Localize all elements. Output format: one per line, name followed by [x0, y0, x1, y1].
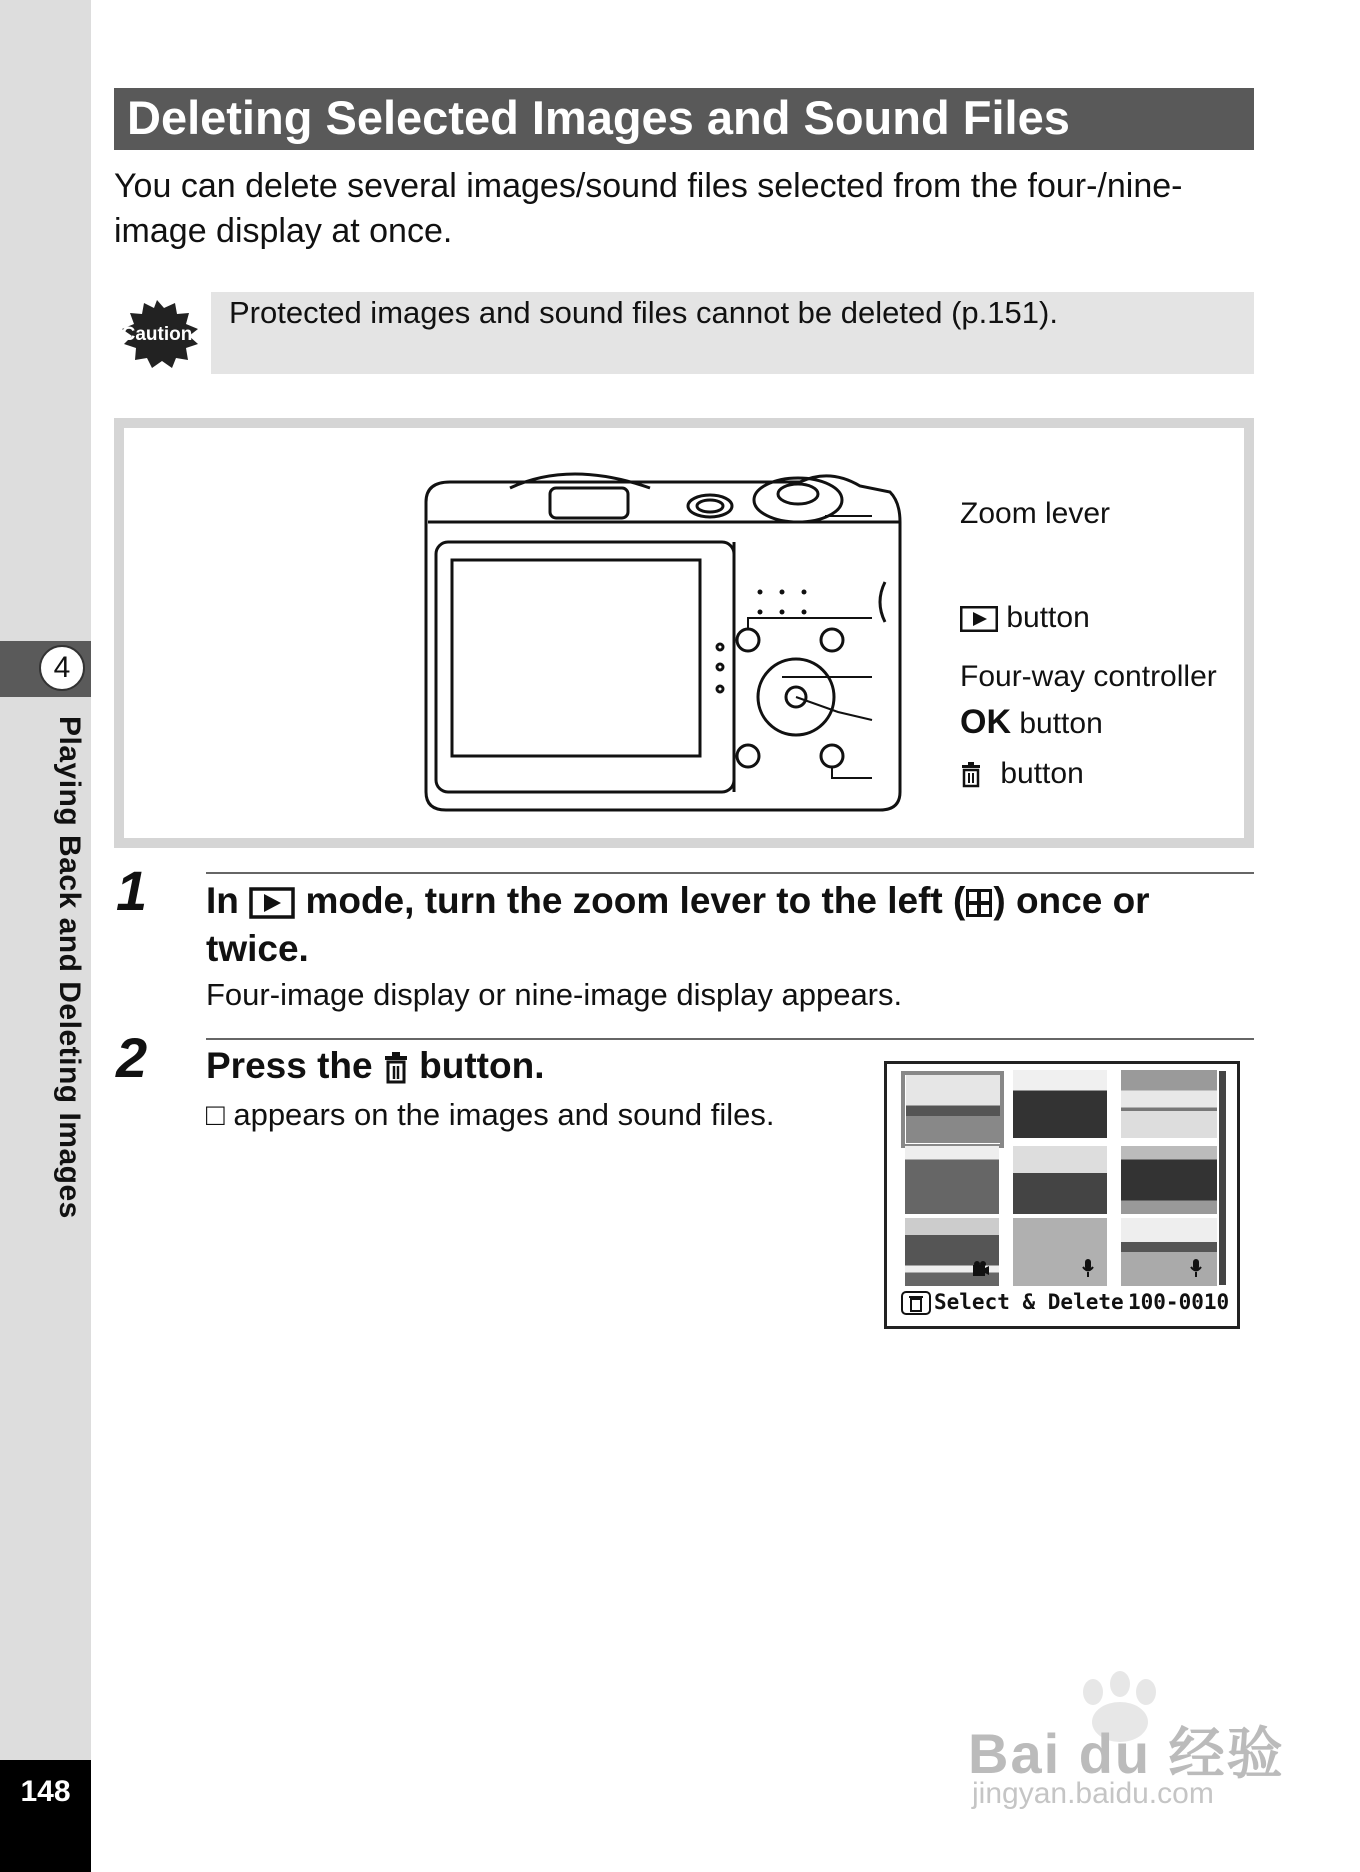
thumbnail: [1013, 1146, 1107, 1214]
zoom-lever-label: Zoom lever: [960, 497, 1111, 530]
trash-icon: [960, 762, 982, 788]
four-way-controller-label: Four-way controller: [960, 660, 1217, 693]
caution-text: Protected images and sound files cannot be deleted (p.151).: [229, 295, 1058, 330]
thumbnail: [1013, 1070, 1107, 1138]
ok-button-label: [960, 703, 1103, 742]
step-divider: [206, 872, 1254, 874]
trash-button-text: button: [1000, 757, 1084, 790]
step-number: 1: [116, 859, 148, 922]
watermark-brand: Bai du 经验: [968, 1722, 1285, 1785]
movie-icon: [972, 1260, 990, 1278]
playback-button-label: [960, 601, 1090, 635]
chapter-title: Playing Back and Deleting Images: [53, 716, 86, 1219]
step-1-heading-pre: In: [206, 880, 239, 921]
caution-icon: [114, 298, 200, 368]
thumbnail-grid-icon: [965, 888, 993, 918]
section-title: Deleting Selected Images and Sound Files: [127, 91, 1070, 144]
ok-icon: OK: [960, 703, 1011, 741]
ok-button-text: button: [1019, 707, 1103, 740]
lcd-scrollbar: [1219, 1071, 1226, 1285]
step-1-heading-post: mode, turn the zoom lever to the left (: [305, 880, 966, 921]
page-number: 148: [20, 1775, 71, 1808]
chapter-number: 4: [39, 645, 85, 691]
step-1-heading: [206, 877, 1256, 973]
trash-icon: [383, 1052, 409, 1084]
lcd-status-label: Select & Delete: [934, 1290, 1124, 1314]
lcd-file-counter: 100-0010: [1128, 1290, 1230, 1314]
thumbnail: [905, 1146, 999, 1214]
playback-icon: [249, 887, 295, 919]
step-1-body: Four-image display or nine-image display appears.: [206, 977, 903, 1012]
watermark-url: jingyan.baidu.com: [972, 1777, 1214, 1810]
selection-frame: [901, 1071, 1004, 1148]
thumbnail: [1121, 1070, 1217, 1138]
mic-icon: [1081, 1258, 1095, 1278]
playback-icon: [960, 606, 998, 632]
step-divider: [206, 1038, 1254, 1040]
step-1-heading-end: ) once or twice.: [206, 880, 1150, 969]
trash-button-label: [960, 757, 1084, 791]
mic-icon: [1189, 1258, 1203, 1278]
caution-icon-label: Caution: [121, 324, 193, 345]
step-2-heading-pre: Press the: [206, 1045, 373, 1086]
camera-back-illustration: [420, 462, 940, 822]
intro-text: You can delete several images/sound files selected from the four-/nine-image display at once.: [114, 167, 1183, 250]
thumbnail: [1121, 1146, 1217, 1214]
playback-button-text: button: [1006, 601, 1090, 634]
trash-icon: [901, 1291, 931, 1315]
step-number: 2: [116, 1026, 148, 1089]
step-2-heading: [206, 1042, 706, 1090]
step-2-heading-post: button.: [419, 1045, 545, 1086]
step-2-body: □ appears on the images and sound files.: [206, 1097, 775, 1132]
